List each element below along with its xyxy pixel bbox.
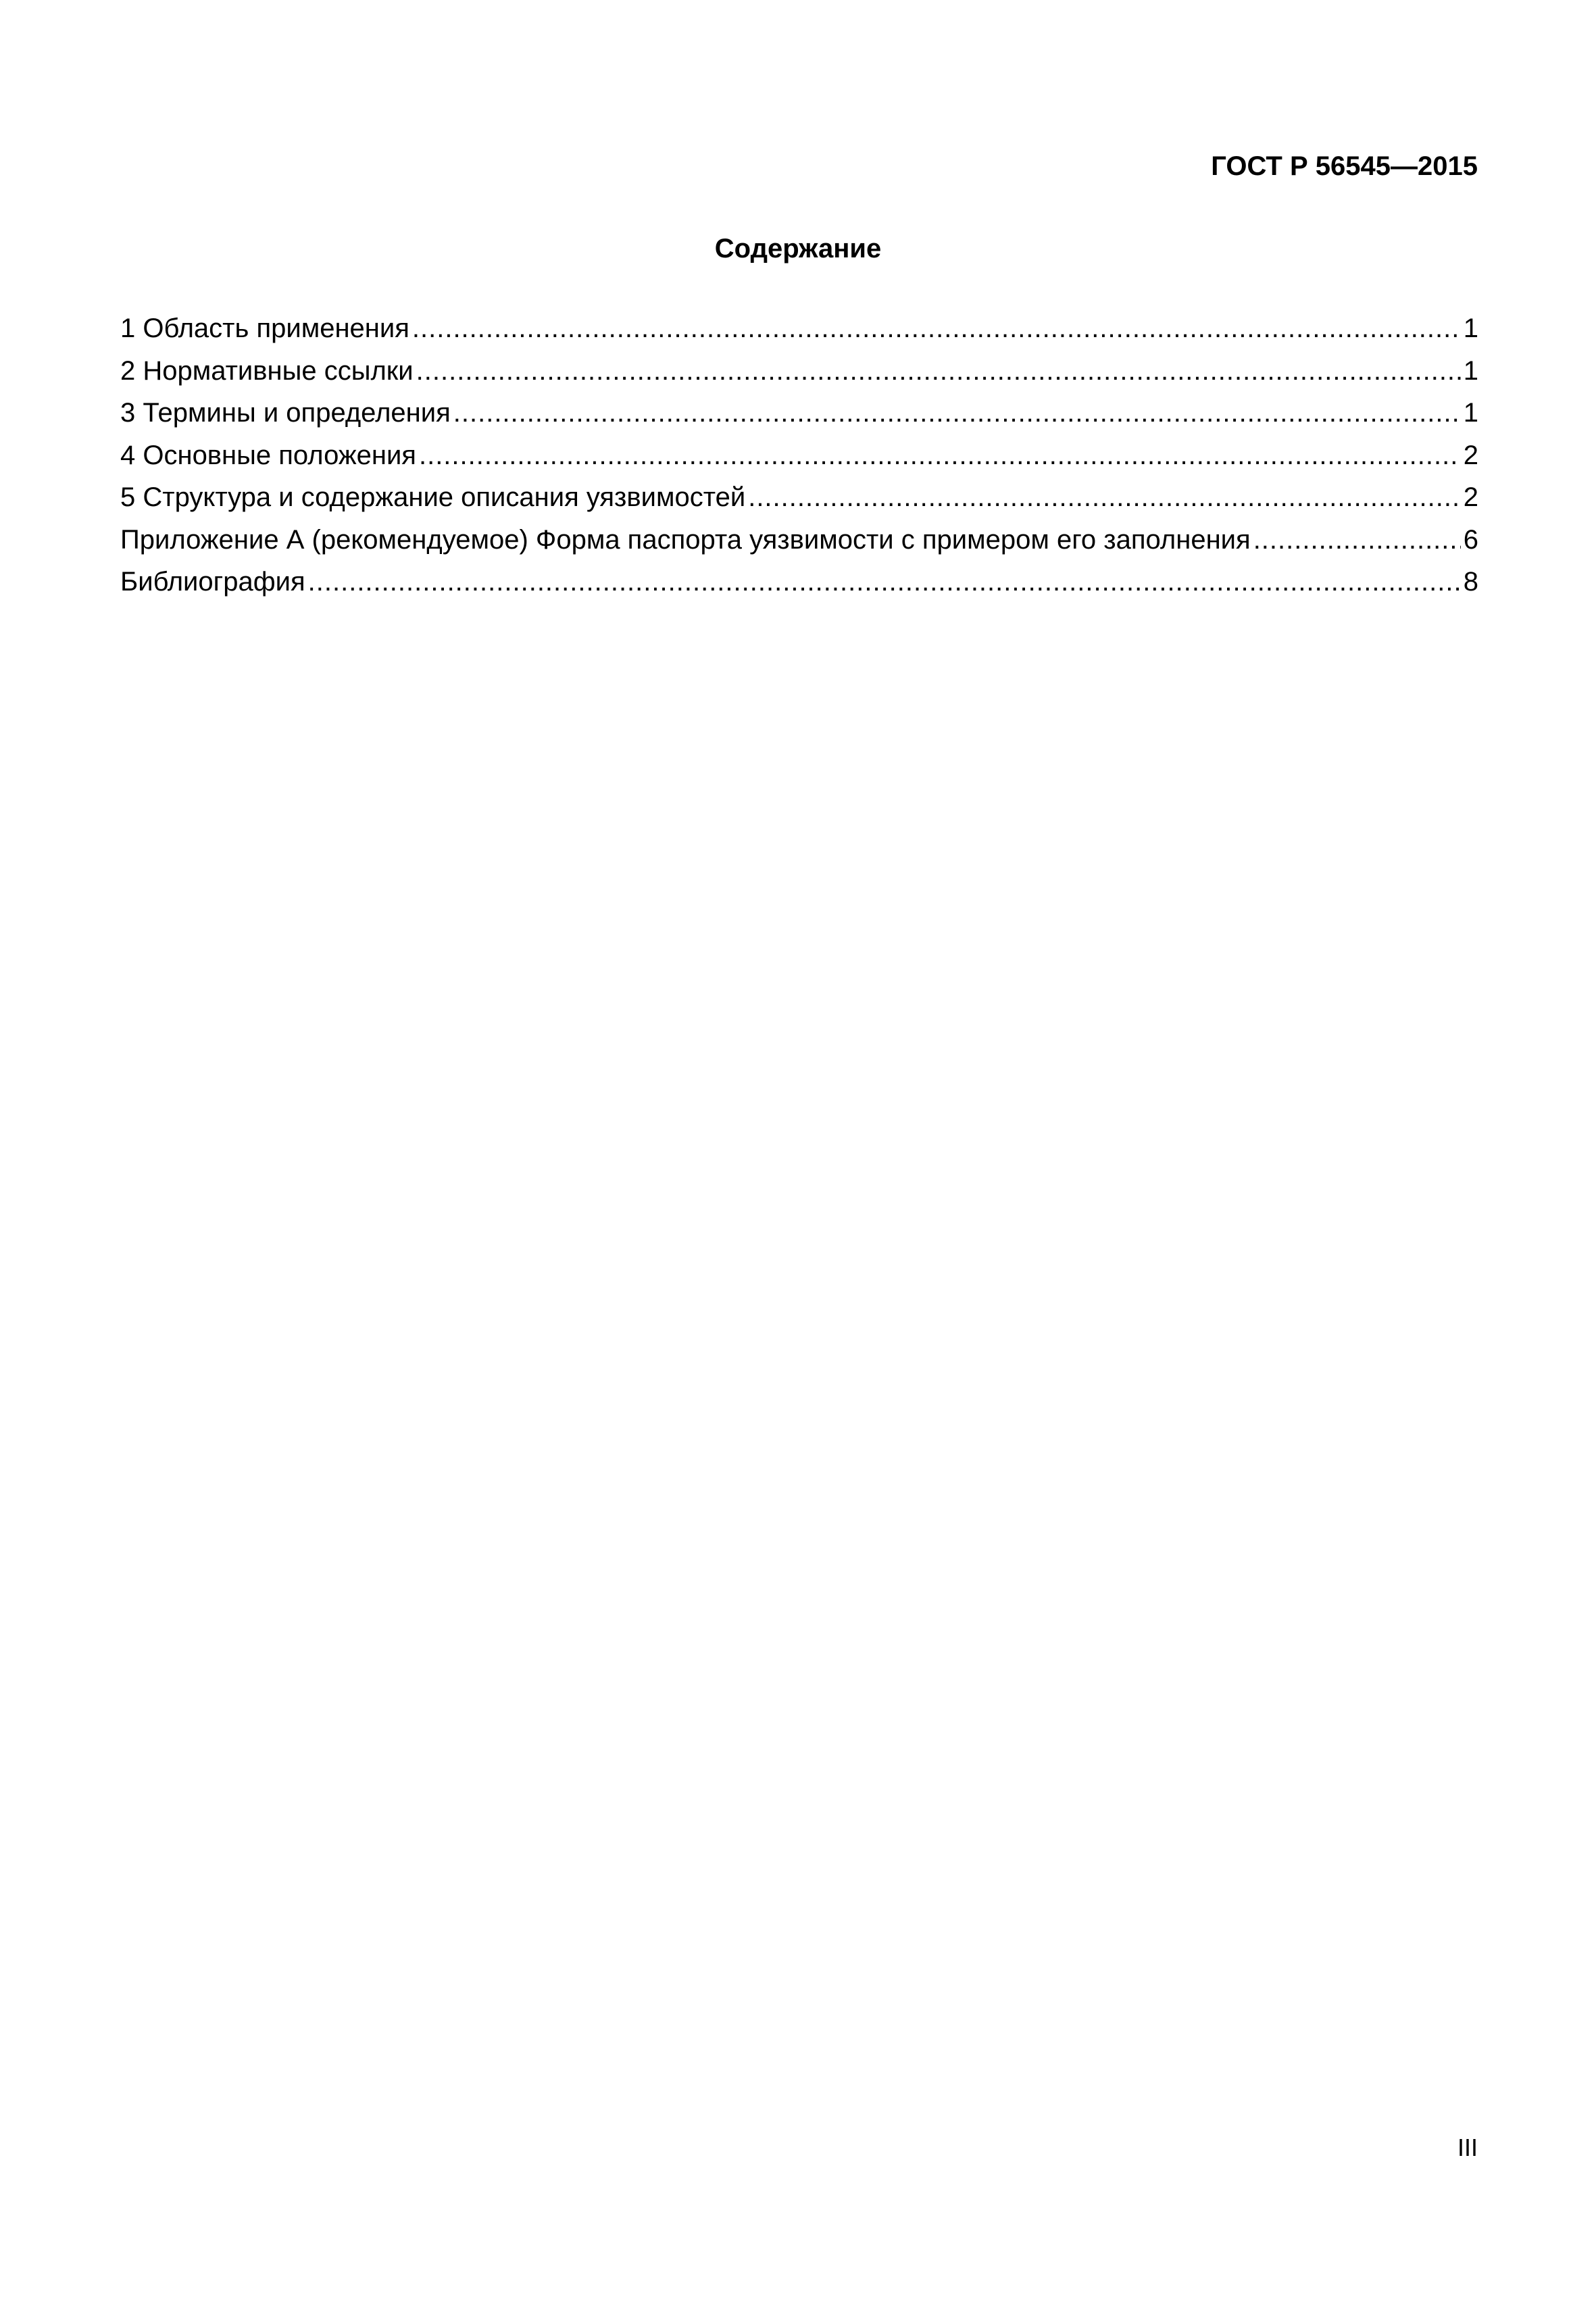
- toc-entry-scope[interactable]: [120, 307, 1478, 350]
- toc-entry-label: 2 Нормативные ссылки: [120, 355, 414, 386]
- toc-entry-label: Библиография: [120, 567, 305, 597]
- toc-dot-leader: [308, 561, 1461, 603]
- toc-dot-leader: [416, 350, 1461, 393]
- toc-entry-label: 5 Структура и содержание описания уязвимостей: [120, 482, 746, 512]
- toc-dot-leader: [453, 392, 1461, 434]
- toc-entry-appendix-a[interactable]: [120, 519, 1478, 561]
- toc-dot-leader: [1253, 519, 1461, 561]
- toc-dot-leader: [419, 434, 1461, 477]
- toc-entry-page: 2: [1463, 482, 1478, 512]
- toc-entry-normative-references[interactable]: [120, 350, 1478, 393]
- toc-entry-page: 1: [1463, 398, 1478, 428]
- toc-entry-page: 6: [1463, 524, 1478, 555]
- toc-entry-general-provisions[interactable]: [120, 434, 1478, 477]
- toc-entry-label: 4 Основные положения: [120, 440, 416, 470]
- toc-entry-bibliography[interactable]: [120, 561, 1478, 603]
- toc-entry-page: 1: [1463, 313, 1478, 343]
- toc-entry-terms-definitions[interactable]: [120, 392, 1478, 434]
- document-code: ГОСТ Р 56545—2015: [1211, 151, 1478, 181]
- page-number: III: [1457, 2134, 1478, 2161]
- toc-title: Содержание: [714, 234, 882, 263]
- toc-entry-label: 3 Термины и определения: [120, 398, 451, 428]
- toc-entry-structure-content[interactable]: [120, 476, 1478, 519]
- toc-dot-leader: [748, 476, 1461, 519]
- toc-entry-page: 8: [1463, 567, 1478, 597]
- table-of-contents: [120, 307, 1478, 603]
- toc-entry-label: Приложение А (рекомендуемое) Форма паспорта уязвимости с примером его заполнения: [120, 524, 1251, 555]
- toc-entry-page: 2: [1463, 440, 1478, 470]
- toc-dot-leader: [412, 307, 1461, 350]
- toc-entry-page: 1: [1463, 355, 1478, 386]
- toc-entry-label: 1 Область применения: [120, 313, 409, 343]
